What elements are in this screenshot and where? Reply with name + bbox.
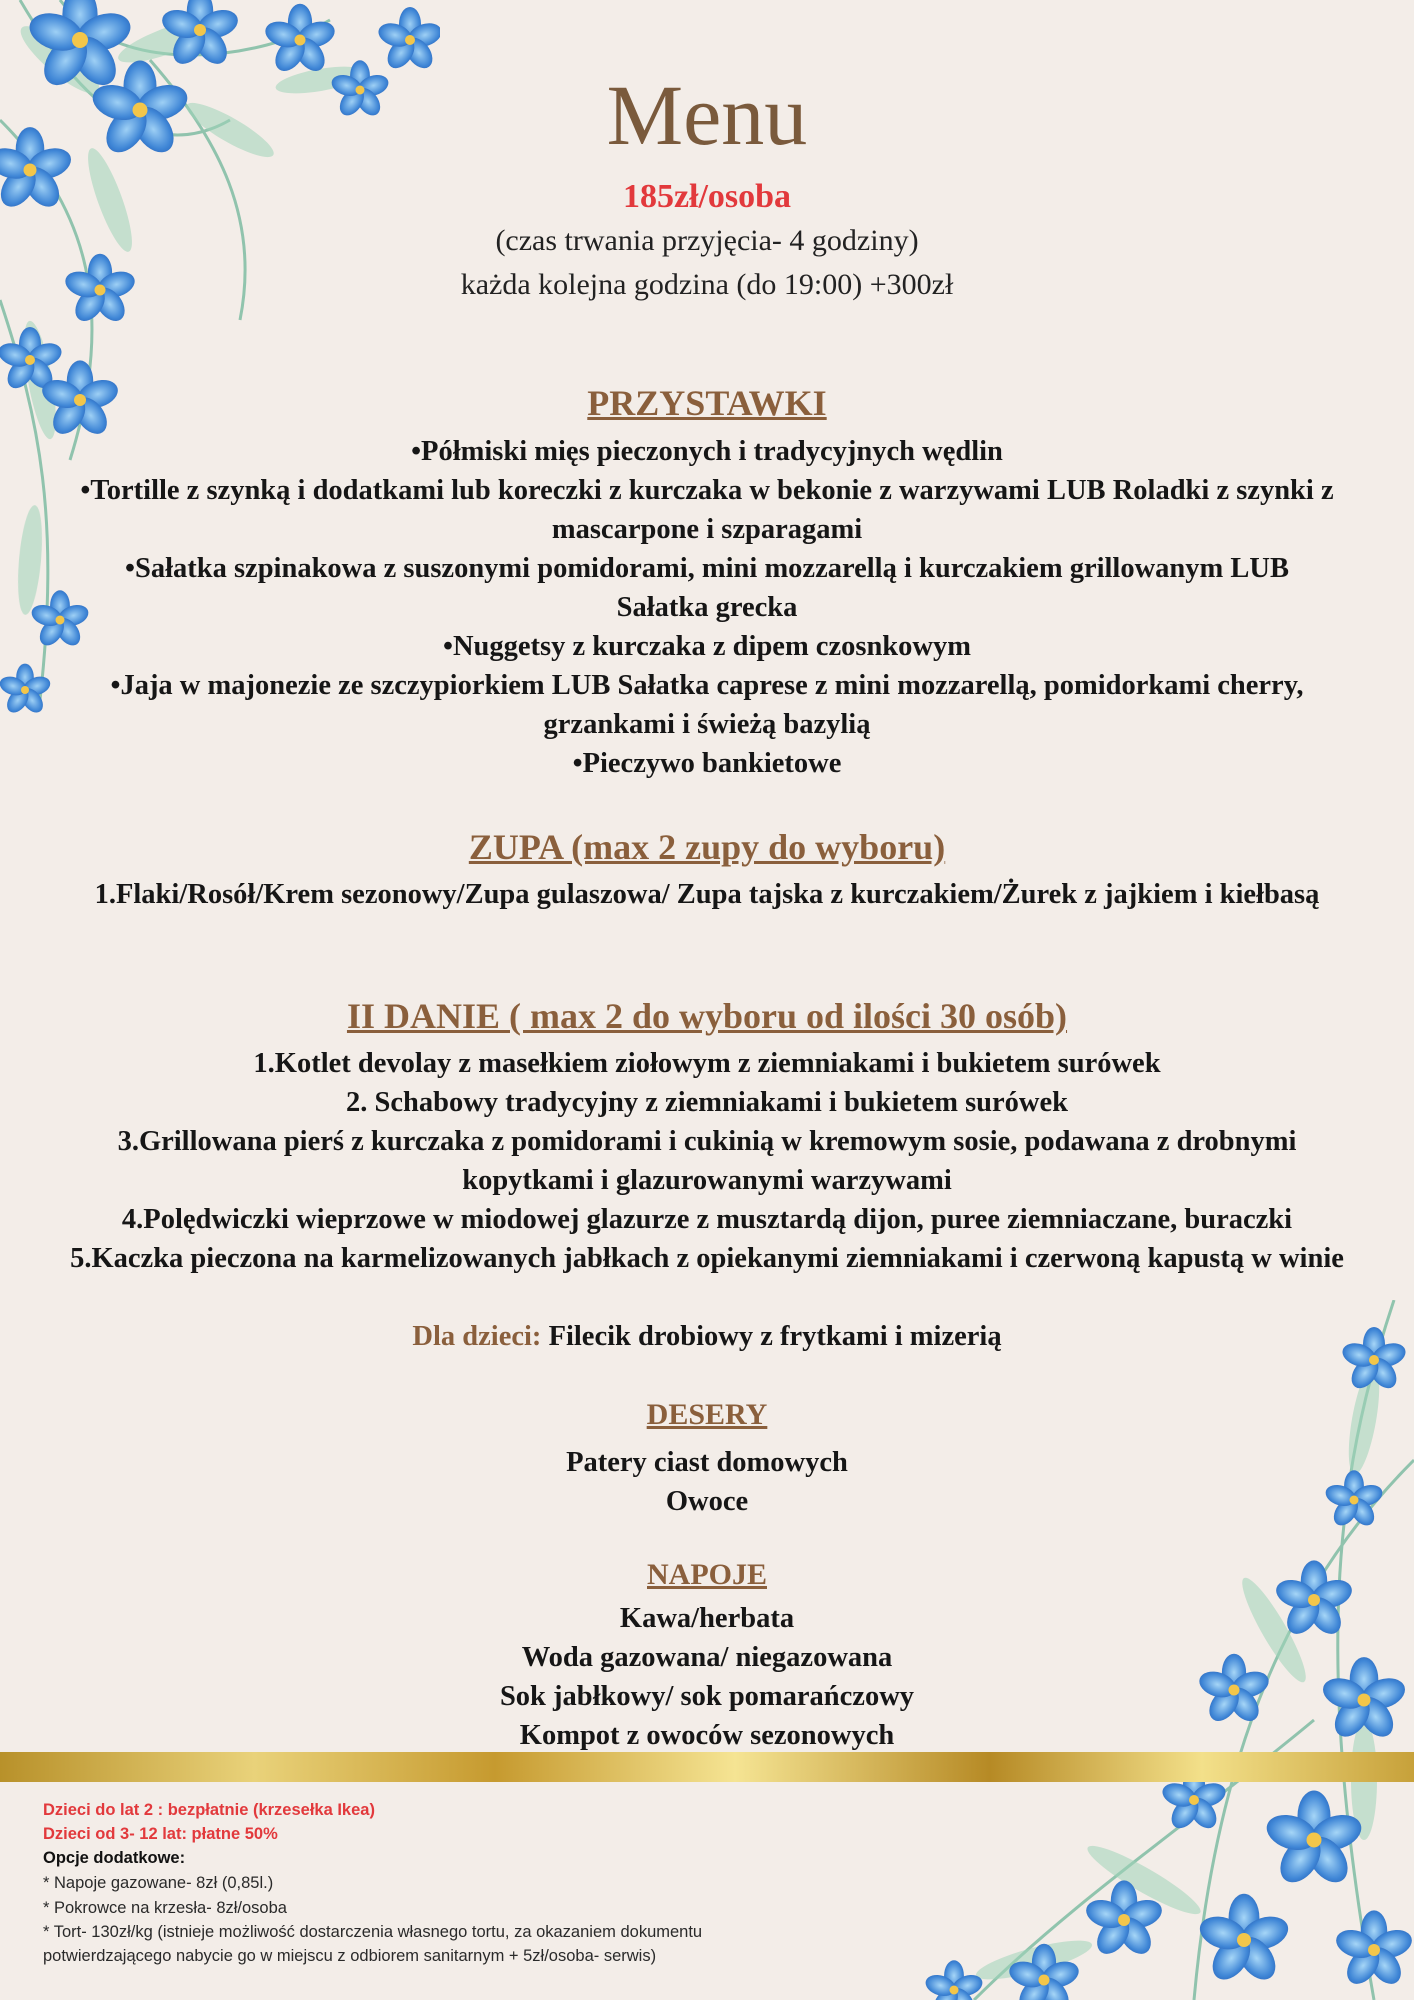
option-item: * Napoje gazowane- 8zł (0,85l.) xyxy=(43,1874,274,1892)
option-item: * Tort- 130zł/kg (istnieje możliwość dostarczenia własnego tortu, za okazaniem dokumentu xyxy=(43,1923,703,1941)
menu-item: 4.Polędwiczki wieprzowe w miodowej glazurze z musztardą dijon, puree ziemniaczane, buraczki xyxy=(121,1204,1293,1235)
section-title-drugie-danie: II DANIE ( max 2 do wyboru od ilości 30 osób) xyxy=(346,996,1068,1036)
section-title-napoje: NAPOJE xyxy=(647,1558,767,1591)
menu-item: Patery ciast domowych xyxy=(566,1447,848,1478)
menu-item: •Tortille z szynką i dodatkami lub koreczki z kurczaka w bekonie z warzywami LUB Roladki z szynki z mascarpone i szparagami xyxy=(80,475,1334,545)
option-item: potwierdzającego nabycie go w miejscu z odbiorem sanitarnym + 5zł/osoba- serwis) xyxy=(43,1947,657,1965)
menu-item: Sok jabłkowy/ sok pomarańczowy xyxy=(499,1681,915,1712)
menu-item: 3.Grillowana pierś z kurczaka z pomidorami i cukinią w kremowym sosie, podawana z drobnymi kopytkami i glazurowanymi warzywami xyxy=(117,1126,1297,1196)
option-item: * Pokrowce na krzesła- 8zł/osoba xyxy=(43,1899,287,1917)
menu-item: 5.Kaczka pieczona na karmelizowanych jabłkach z opiekanymi ziemniakami i czerwoną kapustą w winie xyxy=(70,1243,1344,1274)
menu-item: Kawa/herbata xyxy=(619,1603,795,1634)
menu-item: •Sałatka szpinakowa z suszonymi pomidorami, mini mozzarellą i kurczakiem grillowanym LUB Sałatka grecka xyxy=(125,553,1289,623)
menu-item: Woda gazowana/ niegazowana xyxy=(521,1642,893,1673)
section-title-przystawki: PRZYSTAWKI xyxy=(587,383,827,423)
menu-item: 1.Kotlet devolay z masełkiem ziołowym z ziemniakami i bukietem surówek xyxy=(253,1048,1161,1079)
menu-item: 2. Schabowy tradycyjny z ziemniakami i bukietem surówek xyxy=(346,1087,1068,1118)
menu-item: •Nuggetsy z kurczaka z dipem czosnkowym xyxy=(443,631,971,662)
menu-item: Owoce xyxy=(665,1486,749,1517)
menu-item: •Jaja w majonezie ze szczypiorkiem LUB Sałatka caprese z mini mozzarellą, pomidorkami cherry, grzankami i świeżą bazylią xyxy=(110,670,1304,740)
options-title: Opcje dodatkowe: xyxy=(43,1849,186,1867)
kids-3-12-note: Dzieci od 3- 12 lat: płatne 50% xyxy=(43,1825,278,1843)
menu-item: Kompot z owoców sezonowych xyxy=(519,1720,895,1751)
duration-note: (czas trwania przyjęcia- 4 godziny) xyxy=(495,224,919,257)
menu-item: •Półmiski mięs pieczonych i tradycyjnych wędlin xyxy=(411,436,1003,467)
section-title-zupa: ZUPA (max 2 zupy do wyboru) xyxy=(468,827,946,867)
extra-hour-note: każda kolejna godzina (do 19:00) +300zł xyxy=(460,268,954,301)
gold-divider-band xyxy=(0,1752,1414,1782)
menu-title: Menu xyxy=(606,67,808,163)
kids-label: Dla dzieci: xyxy=(412,1321,542,1352)
price-per-person: 185zł/osoba xyxy=(622,178,792,215)
menu-item: •Pieczywo bankietowe xyxy=(572,748,842,779)
menu-item: 1.Flaki/Rosół/Krem sezonowy/Zupa gulaszowa/ Zupa tajska z kurczakiem/Żurek z jajkiem i kiełbasą xyxy=(94,879,1320,910)
kids-under-2-note: Dzieci do lat 2 : bezpłatnie (krzesełka Ikea) xyxy=(43,1801,375,1819)
kids-menu-line xyxy=(40,1317,1374,1356)
kids-dish: Filecik drobiowy z frytkami i mizerią xyxy=(548,1321,1002,1352)
section-title-desery: DESERY xyxy=(646,1398,768,1431)
